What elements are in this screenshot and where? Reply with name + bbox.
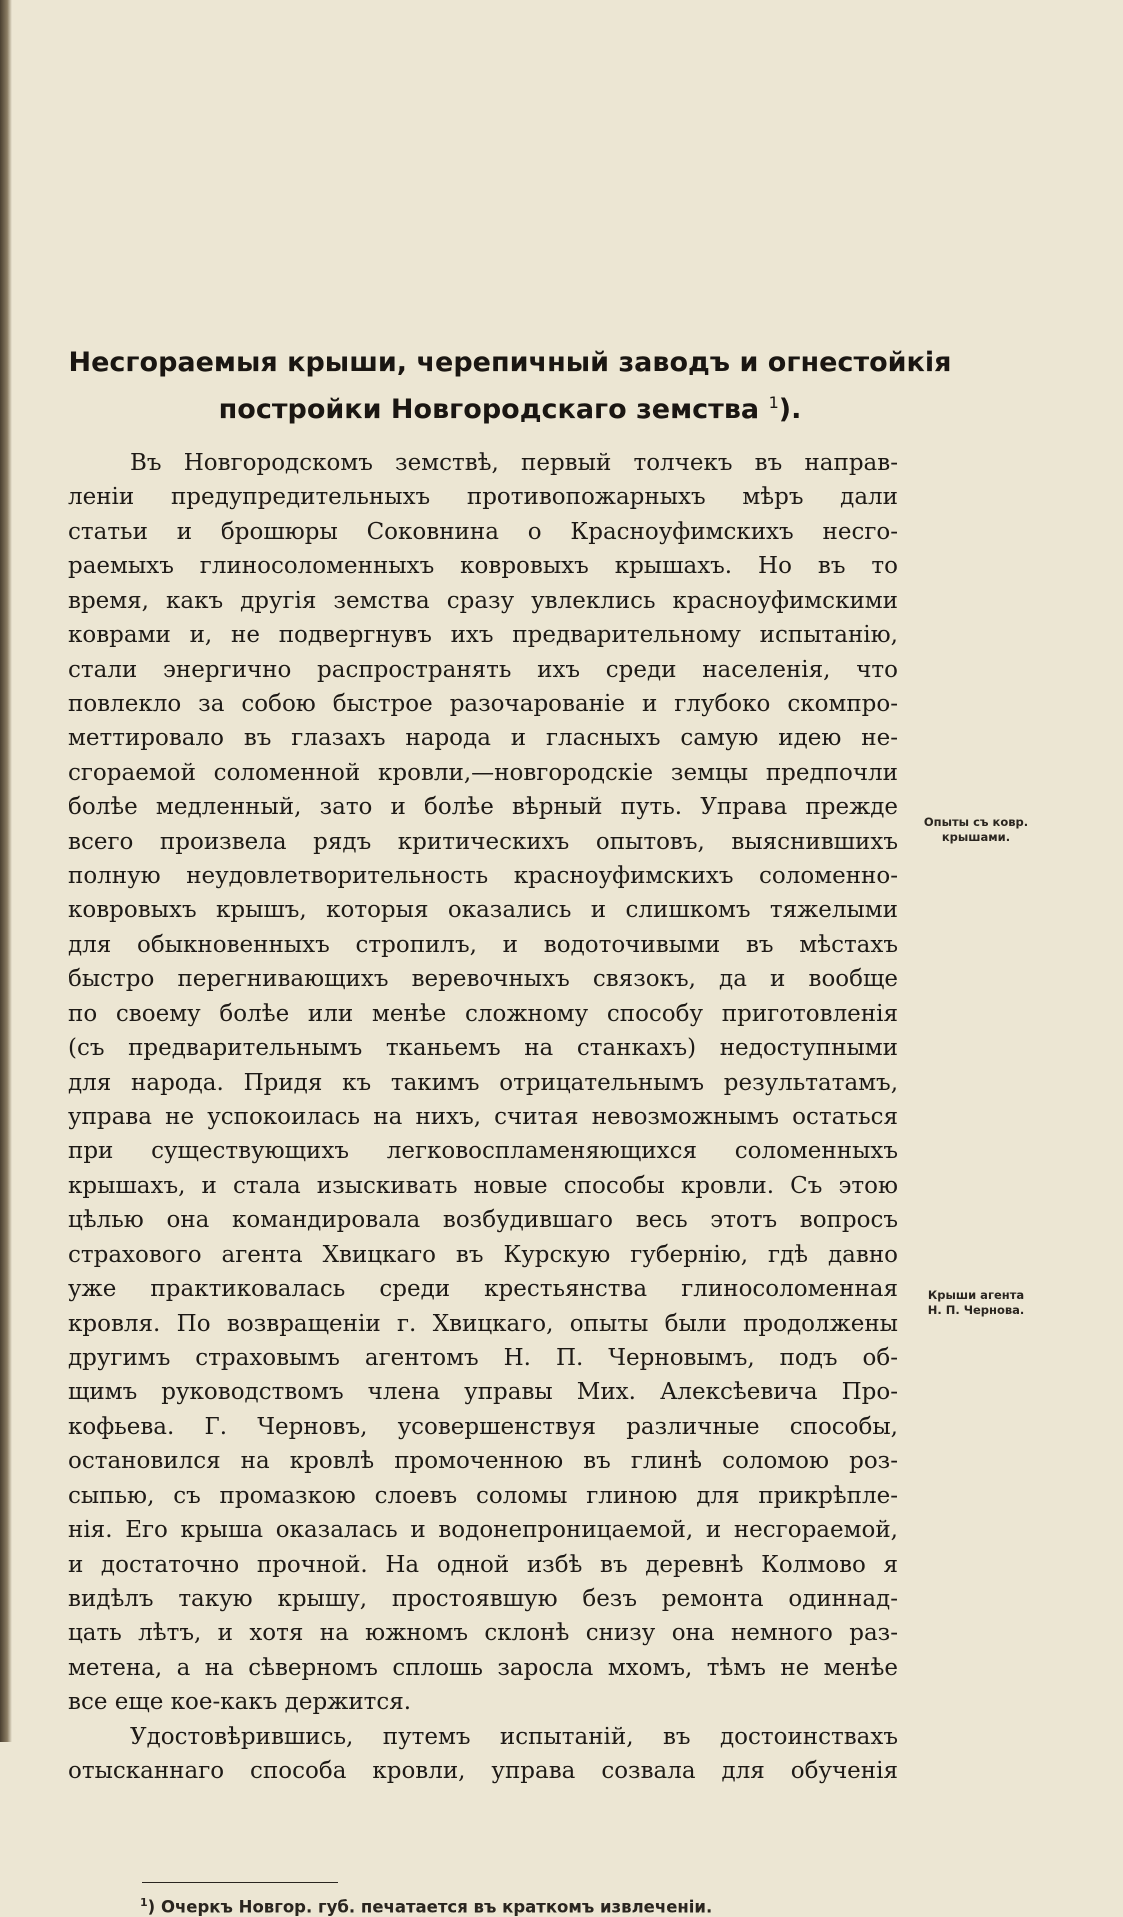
text-line: по своему болѣе или менѣе сложному способу приготовленія xyxy=(68,1000,898,1027)
text-line: страхового агента Хвицкаго въ Курскую губернію, гдѣ давно xyxy=(68,1241,898,1268)
text-line: уже практиковалась среди крестьянства глиносоломенная xyxy=(68,1276,898,1303)
text-line: всего произвела рядъ критическихъ опытовъ, выяснившихъ xyxy=(68,828,898,855)
text-line: метена, а на сѣверномъ сплошь заросла мхомъ, тѣмъ не менѣе xyxy=(68,1654,898,1681)
footnote-text: ) Очеркъ Новгор. губ. печатается въ краткомъ извлеченіи. xyxy=(147,1897,713,1917)
text-line: кофьева. Г. Черновъ, усовершенствуя различные способы, xyxy=(68,1413,898,1440)
text-line: сгораемой соломенной кровли,—новгородскіе земцы предпочли xyxy=(68,759,898,786)
text-line: кровля. По возвращеніи г. Хвицкаго, опыты были продолжены xyxy=(68,1310,898,1337)
text-line: крышахъ, и стала изыскивать новые способы кровли. Съ этою xyxy=(68,1172,898,1199)
text-line: статьи и брошюры Соковнина о Красноуфимскихъ несго- xyxy=(68,518,898,545)
margin-note-carpet-roofs xyxy=(906,815,1046,845)
text-line: повлекло за собою быстрое разочарованіе и глубоко скомпро- xyxy=(68,690,898,717)
text-line: видѣлъ такую крышу, простоявшую безъ ремонта одиннад- xyxy=(68,1585,898,1612)
text-line: отысканнаго способа кровли, управа созвала для обученія xyxy=(68,1758,898,1785)
margin-note-line: Н. П. Чернова. xyxy=(927,1303,1025,1317)
title-line-2-text: постройки Новгородскаго земства xyxy=(218,394,760,425)
text-line: время, какъ другія земства сразу увлеклись красноуфимскими xyxy=(68,587,898,614)
footnote xyxy=(140,1896,940,1917)
footnote-reference: 1 xyxy=(768,393,779,412)
text-line: нія. Его крыша оказалась и водонепроницаемой, и несгораемой, xyxy=(68,1517,898,1544)
title-line-1: Несгораемыя крыши, черепичный заводъ и огнестойкія xyxy=(68,347,952,378)
text-line: и достаточно прочной. На одной избѣ въ деревнѣ Колмово я xyxy=(68,1551,898,1578)
page-title xyxy=(60,343,960,430)
text-line: для народа. Придя къ такимъ отрицательнымъ результатамъ, xyxy=(68,1069,898,1096)
text-line: болѣе медленный, зато и болѣе вѣрный путь. Управа прежде xyxy=(68,794,898,821)
text-line: леніи предупредительныхъ противопожарныхъ мѣръ дали xyxy=(68,484,898,511)
margin-note-line: крышами. xyxy=(941,830,1011,844)
text-line: при существующихъ легковоспламеняющихся соломенныхъ xyxy=(68,1138,898,1165)
text-line: цать лѣтъ, и хотя на южномъ склонѣ снизу она немного раз- xyxy=(68,1620,898,1647)
margin-note-chernov-roofs xyxy=(906,1288,1046,1318)
page-binding-edge xyxy=(0,0,12,1742)
margin-note-line: Крыши агента xyxy=(927,1288,1025,1302)
text-line: меттировало въ глазахъ народа и гласныхъ самую идею не- xyxy=(68,725,898,752)
text-line: сыпью, съ промазкою слоевъ соломы глиною для прикрѣпле- xyxy=(68,1482,898,1509)
text-line: другимъ страховымъ агентомъ Н. П. Черновымъ, подъ об- xyxy=(68,1344,898,1371)
text-line: управа не успокоилась на нихъ, считая невозможнымъ остаться xyxy=(68,1104,898,1131)
text-line: полную неудовлетворительность красноуфимскихъ соломенно- xyxy=(68,863,898,890)
body-text xyxy=(68,446,898,1788)
text-line: для обыкновенныхъ стропилъ, и водоточивыми въ мѣстахъ xyxy=(68,931,898,958)
text-line: цѣлью она командировала возбудившаго весь этотъ вопросъ xyxy=(68,1207,898,1234)
text-line: (съ предварительнымъ тканьемъ на станкахъ) недоступными xyxy=(68,1035,898,1062)
text-line: остановился на кровлѣ промоченною въ глинѣ соломою роз- xyxy=(68,1448,898,1475)
text-line: ковровыхъ крышъ, которыя оказались и слишкомъ тяжелыми xyxy=(68,897,898,924)
text-line: Въ Новгородскомъ земствѣ, первый толчекъ въ направ- xyxy=(130,450,898,476)
title-line-2 xyxy=(60,383,960,430)
title-close-paren: ). xyxy=(778,394,802,425)
text-line: все еще кое-какъ держится. xyxy=(68,1689,412,1716)
text-line: раемыхъ глиносоломенныхъ ковровыхъ крышахъ. Но въ то xyxy=(68,553,898,580)
text-line: быстро перегнивающихъ веревочныхъ связокъ, да и вообще xyxy=(68,966,898,993)
footnote-marker: 1 xyxy=(140,1896,148,1909)
text-line: стали энергично распространять ихъ среди населенія, что xyxy=(68,656,898,683)
footnote-divider xyxy=(142,1882,338,1883)
text-line: щимъ руководствомъ члена управы Мих. Алексѣевича Про- xyxy=(68,1379,898,1406)
text-line: Удостовѣрившись, путемъ испытаній, въ достоинствахъ xyxy=(130,1723,898,1750)
text-line: коврами и, не подвергнувъ ихъ предварительному испытанію, xyxy=(68,622,898,649)
margin-note-line: Опыты съ ковр. xyxy=(923,815,1029,829)
